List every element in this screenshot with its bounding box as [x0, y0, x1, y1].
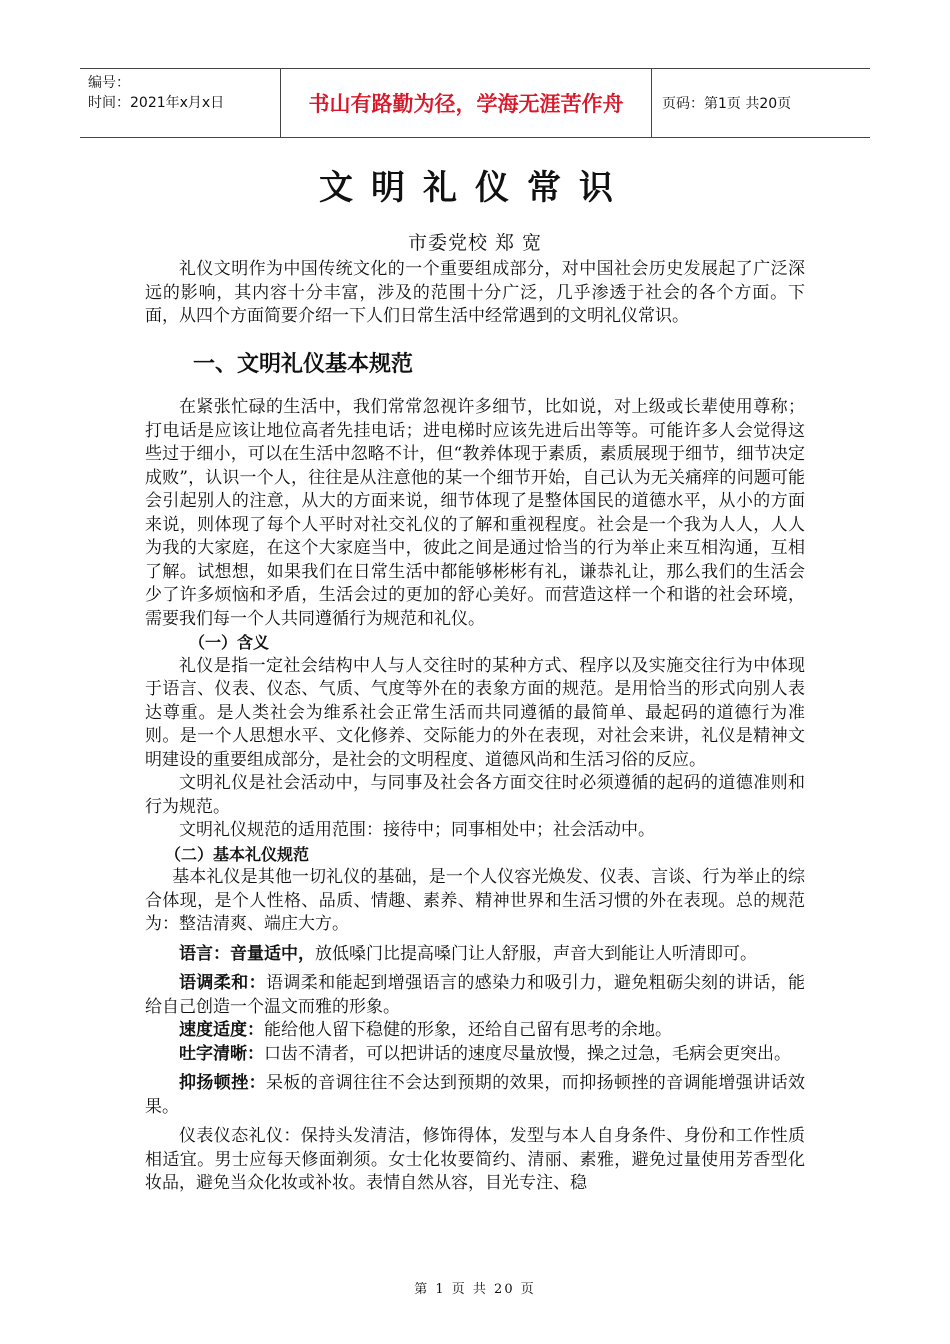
list-item — [145, 972, 805, 1019]
subsection-heading-meaning: （一）含义 — [189, 633, 270, 652]
document-body — [145, 258, 805, 1196]
header-page-info: 页码：第1页 共20页 — [662, 96, 792, 112]
header-meta — [80, 69, 280, 137]
meaning-paragraph-2: 文明礼仪是社会活动中，与同事及社会各方面交往时必须遵循的起码的道德准则和行为规范。 — [145, 773, 805, 817]
item-text: 口齿不清者，可以把讲话的速度尽量放慢，操之过急，毛病会更突出。 — [264, 1043, 791, 1064]
list-item — [145, 1072, 805, 1119]
item-text: 语调柔和能起到增强语言的感染力和吸引力，避免粗砺尖刻的讲话，能给自己创造一个温文而雅的形象。 — [145, 973, 805, 1017]
meaning-paragraph-3: 文明礼仪规范的适用范围：接待中；同事相处中；社会活动中。 — [179, 820, 655, 840]
item-text: 呆板的音调往往不会达到预期的效果，而抑扬顿挫的音调能增强讲话效果。 — [145, 1073, 805, 1117]
document-time-label: 时间：2021年x月x日 — [88, 95, 225, 111]
list-item — [145, 943, 805, 967]
page-header — [80, 68, 870, 138]
list-item — [145, 1019, 805, 1043]
document-title: 文明礼仪常识 — [319, 168, 631, 208]
appearance-paragraph: 仪表仪态礼仪：保持头发清洁，修饰得体，发型与本人自身条件、身份和工作性质相适宜。男士应每天修面剃须。女士化妆要简约、清丽、素雅，避免过量使用芳香型化妆品，避免当众化妆或补妆。表情自然从容，目光专注、稳 — [145, 1126, 805, 1193]
item-text: 能给他人留下稳健的形象，还给自己留有思考的余地。 — [264, 1020, 672, 1040]
item-label: 吐字清晰： — [179, 1043, 264, 1064]
document-number-label: 编号： — [88, 75, 130, 91]
meaning-paragraph-1: 礼仪是指一定社会结构中人与人交往时的某种方式、程序以及实施交往行为中体现于语言、仪表、仪态、气质、气度等外在的表象方面的规范。是用恰当的形式向别人表达尊重。是人类社会为维系社会正常生活而共同遵循的最简单、最起码的道德行为准则。是一个人思想水平、文化修养、交际能力的外在表现，对社会来讲，礼仪是精神文明建设的重要组成部分，是社会的文明程度、道德风尚和生活习俗的反应。 — [145, 655, 805, 770]
intro-paragraph: 礼仪文明作为中国传统文化的一个重要组成部分，对中国社会历史发展起了广泛深远的影响，其内容十分丰富，涉及的范围十分广泛，几乎渗透于社会的各个方面。下面，从四个方面简要介绍一下人们日常生活中经常遇到的文明礼仪常识。 — [145, 259, 805, 326]
list-item — [145, 1043, 805, 1067]
section-heading: 一、文明礼仪基本规范 — [193, 351, 414, 377]
item-label: 抑扬顿挫： — [179, 1073, 266, 1093]
section-paragraph: 在紧张忙碌的生活中，我们常常忽视许多细节，比如说，对上级或长辈使用尊称；打电话是应该让地位高者先挂电话；进电梯时应该先进后出等等。可能许多人会觉得这些过于细小，可以在生活中忽略不计，但“教养体现于素质，素质展现于细节，细节决定成败”，认识一个人，往往是从注意他的某一个细节开始，自己认为无关痛痒的问题可能会引起别人的注意，从大的方面来说，细节体现了是整体国民的道德水平，从小的方面来说，则体现了每个人平时对社交礼仪的了解和重视程度。社会是一个我为人人，人人为我的大家庭，在这个大家庭当中，彼此之间是通过恰当的行为举止来互相沟通，互相了解。试想想，如果我们在日常生活中都能够彬彬有礼，谦恭礼让，那么我们的生活会少了许多烦恼和矛盾，生活会过的更加的舒心美好。而营造这样一个和谐的社会环境，需要我们每一个人共同遵循行为规范和礼仪。 — [145, 397, 805, 629]
subsection-heading-basic: （二）基本礼仪规范 — [165, 844, 310, 864]
item-label: 语言：音量适中， — [179, 943, 315, 964]
document-author: 市委党校 郑 宽 — [407, 232, 543, 254]
header-motto: 书山有路勤为径，学海无涯苦作舟 — [280, 69, 652, 137]
item-label: 语调柔和： — [179, 973, 266, 993]
page-footer: 第 1 页 共 20 页 — [414, 1282, 536, 1297]
basic-paragraph: 基本礼仪是其他一切礼仪的基础，是一个人仪容光焕发、仪表、言谈、行为举止的综合体现，是个人性格、品质、情趣、素养、精神世界和生活习惯的外在表现。总的规范为：整洁清爽、端庄大方。 — [145, 867, 805, 934]
item-text: 放低嗓门比提高嗓门让人舒服，声音大到能让人听清即可。 — [315, 943, 757, 964]
item-label: 速度适度： — [179, 1020, 264, 1040]
